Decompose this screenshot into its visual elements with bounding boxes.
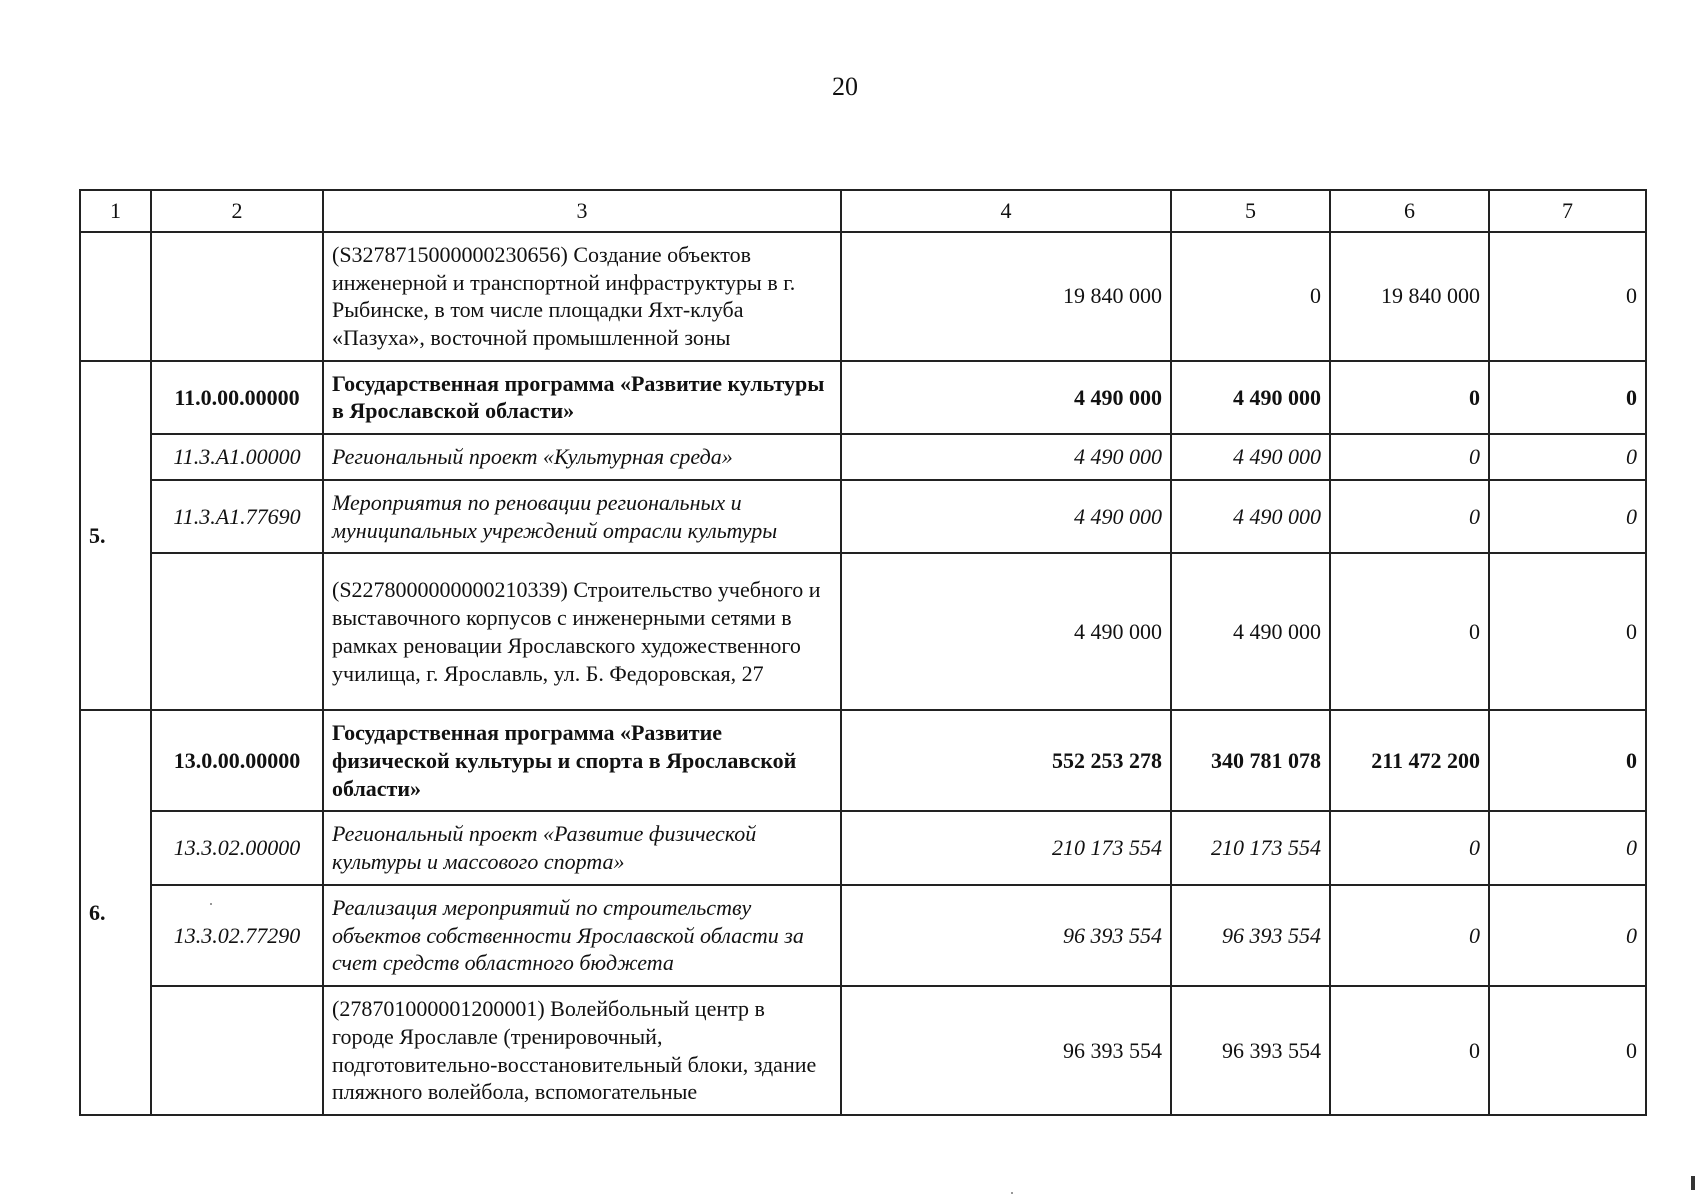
- row-value-col4: 4 490 000: [841, 553, 1171, 710]
- row-value-col6: 0: [1330, 480, 1489, 553]
- row-description-cell: Региональный проект «Развитие физической культуры и массового спорта»: [323, 811, 841, 884]
- row-value-col7: 0: [1489, 434, 1646, 480]
- row-value-col4: 4 490 000: [841, 361, 1171, 434]
- column-header: 5: [1171, 190, 1330, 232]
- row-description-cell: Региональный проект «Культурная среда»: [323, 434, 841, 480]
- row-index-cell: 5.: [80, 361, 151, 711]
- row-code-cell: 11.3.А1.77690: [151, 480, 323, 553]
- column-header: 7: [1489, 190, 1646, 232]
- row-value-col6: 0: [1330, 986, 1489, 1115]
- row-value-col4: 19 840 000: [841, 232, 1171, 361]
- row-value-col5: 340 781 078: [1171, 710, 1330, 811]
- table-row: [80, 986, 1646, 1115]
- table-row: [80, 811, 1646, 884]
- row-value-col4: 96 393 554: [841, 885, 1171, 986]
- row-value-col5: 96 393 554: [1171, 986, 1330, 1115]
- row-value-col4: 552 253 278: [841, 710, 1171, 811]
- table-row: [80, 232, 1646, 361]
- row-description-cell: (S2278000000000210339) Строительство учебного и выставочного корпусов с инженерными сетями в рамках реновации Ярославского художественного училища, г. Ярославль, ул. Б. Федоровская, 27: [323, 553, 841, 710]
- row-value-col7: 0: [1489, 811, 1646, 884]
- row-value-col7: 0: [1489, 553, 1646, 710]
- row-value-col4: 4 490 000: [841, 434, 1171, 480]
- row-value-col6: 0: [1330, 553, 1489, 710]
- row-description-cell: Государственная программа «Развитие культуры в Ярославской области»: [323, 361, 841, 434]
- row-description-cell: Государственная программа «Развитие физической культуры и спорта в Ярославской области»: [323, 710, 841, 811]
- budget-table: [79, 189, 1647, 1116]
- row-value-col6: 211 472 200: [1330, 710, 1489, 811]
- row-value-col5: 4 490 000: [1171, 361, 1330, 434]
- header-row: [80, 190, 1646, 232]
- row-value-col4: 210 173 554: [841, 811, 1171, 884]
- row-code-cell: 11.3.А1.00000: [151, 434, 323, 480]
- row-code-cell: 13.3.02.77290: [151, 885, 323, 986]
- row-value-col5: 4 490 000: [1171, 480, 1330, 553]
- table-row-program: [80, 361, 1646, 434]
- row-value-col6: 0: [1330, 434, 1489, 480]
- row-value-col4: 96 393 554: [841, 986, 1171, 1115]
- table-row: [80, 434, 1646, 480]
- row-code-cell: 11.0.00.00000: [151, 361, 323, 434]
- column-header: 6: [1330, 190, 1489, 232]
- column-header: 2: [151, 190, 323, 232]
- row-value-col5: 0: [1171, 232, 1330, 361]
- row-value-col7: 0: [1489, 710, 1646, 811]
- row-code-cell: 13.0.00.00000: [151, 710, 323, 811]
- row-description-cell: Мероприятия по реновации региональных и муниципальных учреждений отрасли культуры: [323, 480, 841, 553]
- row-description-cell: (S3278715000000230656) Создание объектов инженерной и транспортной инфраструктуры в г. Рыбинске, в том числе площадки Яхт-клуба «Пазуха», восточной промышленной зоны: [323, 232, 841, 361]
- row-value-col7: 0: [1489, 361, 1646, 434]
- column-header: 1: [80, 190, 151, 232]
- row-value-col5: 4 490 000: [1171, 434, 1330, 480]
- row-code-cell: [151, 553, 323, 710]
- row-value-col7: 0: [1489, 480, 1646, 553]
- row-value-col6: 19 840 000: [1330, 232, 1489, 361]
- row-code-cell: [151, 232, 323, 361]
- row-value-col6: 0: [1330, 885, 1489, 986]
- scan-speck: [210, 903, 212, 905]
- table-row: [80, 885, 1646, 986]
- table-row: [80, 553, 1646, 710]
- row-description-cell: Реализация мероприятий по строительству объектов собственности Ярославской области за счет средств областного бюджета: [323, 885, 841, 986]
- row-index-cell: 6.: [80, 710, 151, 1115]
- row-value-col7: 0: [1489, 986, 1646, 1115]
- row-code-cell: [151, 986, 323, 1115]
- row-value-col6: 0: [1330, 811, 1489, 884]
- row-value-col7: 0: [1489, 885, 1646, 986]
- row-code-cell: 13.3.02.00000: [151, 811, 323, 884]
- scan-edge-mark: [1691, 1176, 1695, 1190]
- page-number: 20: [832, 72, 858, 101]
- column-header: 3: [323, 190, 841, 232]
- table-row-program: [80, 710, 1646, 811]
- table-row: [80, 480, 1646, 553]
- row-value-col5: 4 490 000: [1171, 553, 1330, 710]
- row-value-col5: 96 393 554: [1171, 885, 1330, 986]
- scan-speck: [1011, 1192, 1013, 1194]
- row-index-cell: [80, 232, 151, 361]
- row-description-cell: (278701000001200001) Волейбольный центр в городе Ярославле (тренировочный, подготовительно-восстановительный блоки, здание пляжного волейбола, вспомогательные: [323, 986, 841, 1115]
- row-value-col4: 4 490 000: [841, 480, 1171, 553]
- row-value-col5: 210 173 554: [1171, 811, 1330, 884]
- row-value-col6: 0: [1330, 361, 1489, 434]
- column-header: 4: [841, 190, 1171, 232]
- row-value-col7: 0: [1489, 232, 1646, 361]
